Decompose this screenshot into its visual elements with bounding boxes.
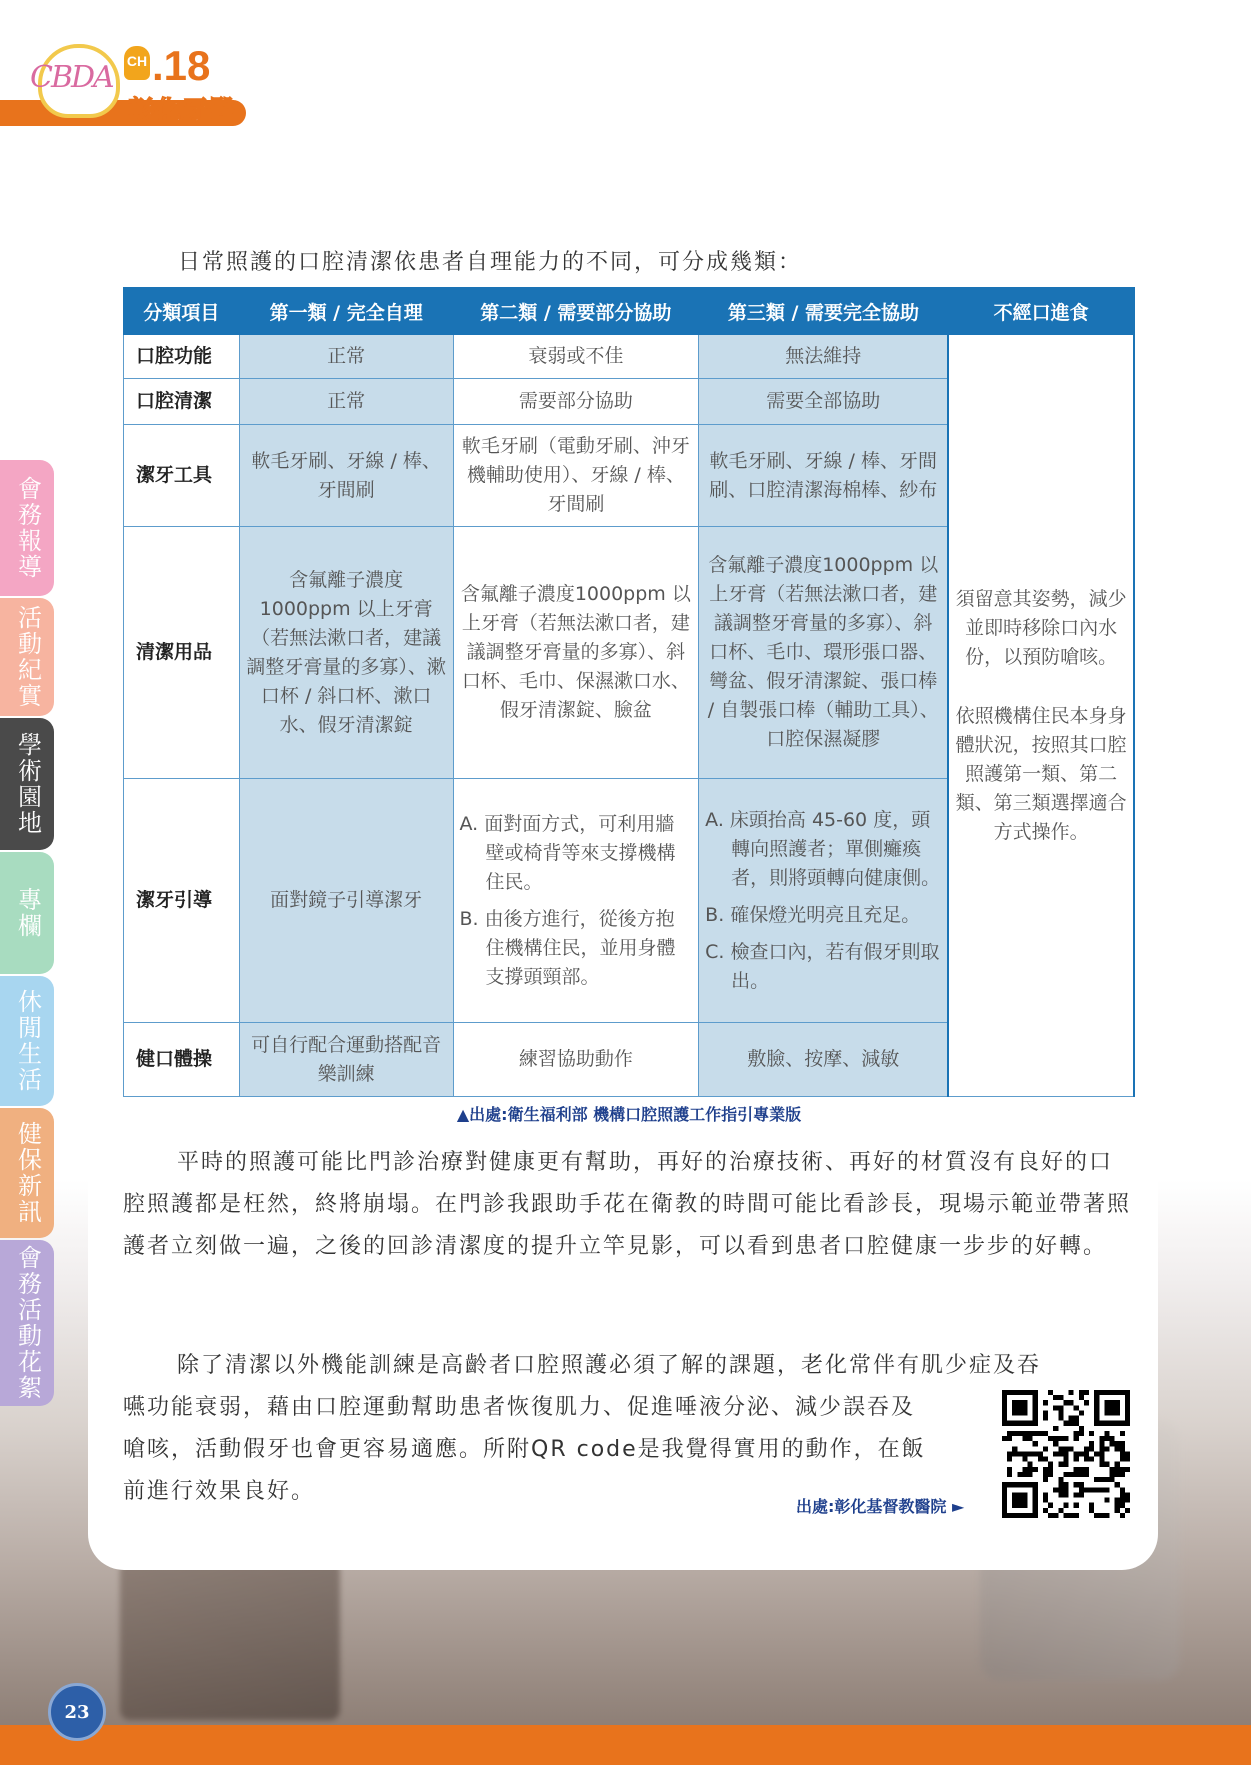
table-cell: 軟毛牙刷、牙線 / 棒、牙間刷、口腔清潔海棉棒、紗布 (699, 425, 949, 527)
section-tabs (0, 460, 54, 1408)
table-cell (699, 779, 949, 1023)
row-label: 健口體操 (124, 1023, 240, 1097)
paragraph-2-line: 嚥功能衰弱，藉由口腔運動幫助患者恢復肌力、促進唾液分泌、減少誤吞及 (123, 1395, 916, 1420)
paragraph-1-text: 平時的照護可能比門診治療對健康更有幫助，再好的治療技術、再好的材質沒有良好的口腔照護都是枉然，終將崩塌。在門診我跟助手花在衛教的時間可能比看診長，現場示範並帶著照護者立刻做一遍，之後的回診清潔度的提升立竿見影，可以看到患者口腔健康一步步的好轉。 (123, 1150, 1132, 1259)
row-label: 口腔清潔 (124, 379, 240, 425)
row-label: 潔牙工具 (124, 425, 240, 527)
section-tab[interactable] (0, 1108, 54, 1238)
table-cell: 可自行配合運動搭配音樂訓練 (239, 1023, 453, 1097)
guide-item: A. 床頭抬高 45-60 度，頭轉向照護者；單側癱瘓者，則將頭轉向健康側。 (705, 808, 941, 889)
magazine-logo (0, 38, 250, 128)
guide-item: A. 面對面方式，可利用牆壁或椅背等來支撐機構住民。 (459, 812, 676, 893)
table-cell: 含氟離子濃度1000ppm 以上牙膏（若無法漱口者，建議調整牙膏量的多寡）、漱口杯 / 斜口杯、漱口水、假牙清潔錠 (239, 527, 453, 779)
section-tab[interactable] (0, 976, 54, 1106)
footer-bar (0, 1725, 1251, 1765)
section-tab[interactable] (0, 598, 54, 716)
oral-care-table (123, 287, 1135, 1097)
issue-prefix: CH (124, 46, 150, 80)
row-label: 潔牙引導 (124, 779, 240, 1023)
non-oral-text-2: 依照機構住民本身身體狀況，按照其口腔照護第一類、第二類、第三類選擇適合方式操作。 (955, 704, 1127, 843)
section-tab[interactable] (0, 1240, 54, 1406)
section-tab-label: 專欄 (13, 887, 42, 939)
section-tab[interactable] (0, 852, 54, 974)
paragraph-2-line: 前進行效果良好。 (123, 1479, 316, 1504)
section-tab-label: 休閒生活 (13, 989, 42, 1093)
guide-item: B. 由後方進行，從後方抱住機構住民，並用身體支撐頭頸部。 (459, 907, 676, 988)
table-cell: 練習協助動作 (453, 1023, 699, 1097)
table-cell: 面對鏡子引導潔牙 (239, 779, 453, 1023)
table-cell: 需要全部協助 (699, 379, 949, 425)
table-cell: 含氟離子濃度1000ppm 以上牙膏（若無法漱口者，建議調整牙膏量的多寡）、斜口杯、毛巾、環形張口器、彎盆、假牙清潔錠、張口棒 / 自製張口棒（輔助工具）、口腔保濕凝膠 (699, 527, 949, 779)
table-cell: 正常 (239, 335, 453, 379)
header-type1: 第一類 / 完全自理 (239, 288, 453, 335)
table-caption: ▲出處:衛生福利部 機構口腔照護工作指引專業版 (456, 1105, 802, 1124)
page-number: 23 (48, 1683, 106, 1741)
non-oral-text-1: 須留意其姿勢，減少並即時移除口內水份，以預防嗆咳。 (955, 587, 1127, 668)
paragraph-2-line: 嗆咳，活動假牙也會更容易適應。所附QR code是我覺得實用的動作，在飯 (123, 1437, 926, 1462)
qr-code-icon[interactable] (1002, 1390, 1130, 1518)
table-cell: 衰弱或不佳 (453, 335, 699, 379)
guide-item: C. 檢查口內，若有假牙則取出。 (705, 940, 940, 992)
background-book (120, 1560, 340, 1720)
header-type2: 第二類 / 需要部分協助 (453, 288, 699, 335)
section-tab-label: 活動紀實 (13, 605, 42, 709)
logo-text: CBDA (30, 60, 113, 95)
table-cell: 敷臉、按摩、減敏 (699, 1023, 949, 1097)
table-cell: 正常 (239, 379, 453, 425)
header-non-oral: 不經口進食 (948, 288, 1134, 335)
non-oral-cell (948, 335, 1134, 1097)
magazine-name: 彰化牙醫 (128, 96, 237, 126)
intro-text: 日常照護的口腔清潔依患者自理能力的不同，可分成幾類： (178, 250, 803, 275)
paragraph-2 (123, 1345, 1135, 1513)
section-tab-label: 健保新訊 (13, 1121, 42, 1225)
table-cell (453, 779, 699, 1023)
issue-number (124, 42, 210, 90)
paragraph-1 (123, 1142, 1135, 1268)
table-cell: 軟毛牙刷、牙線 / 棒、牙間刷 (239, 425, 453, 527)
table-header-row (124, 288, 1135, 335)
table-row (124, 335, 1135, 379)
guide-item: B. 確保燈光明亮且充足。 (705, 903, 921, 926)
row-label: 清潔用品 (124, 527, 240, 779)
issue-value: .18 (152, 42, 211, 89)
header-category: 分類項目 (124, 288, 240, 335)
section-tab-label: 會務活動花絮 (13, 1245, 42, 1401)
section-tab[interactable] (0, 460, 54, 596)
section-tab-label: 學術園地 (13, 732, 42, 836)
paragraph-2-line: 除了清潔以外機能訓練是高齡者口腔照護必須了解的課題，老化常伴有肌少症及吞 (177, 1353, 1042, 1378)
table-cell: 軟毛牙刷（電動牙刷、沖牙機輔助使用）、牙線 / 棒、牙間刷 (453, 425, 699, 527)
table-cell: 需要部分協助 (453, 379, 699, 425)
qr-source: 出處:彰化基督教醫院 ► (796, 1497, 965, 1516)
header-type3: 第三類 / 需要完全協助 (699, 288, 949, 335)
section-tab-label: 會務報導 (13, 476, 42, 580)
row-label: 口腔功能 (124, 335, 240, 379)
table-cell: 含氟離子濃度1000ppm 以上牙膏（若無法漱口者，建議調整牙膏量的多寡）、斜口杯、毛巾、保濕漱口水、假牙清潔錠、臉盆 (453, 527, 699, 779)
section-tab[interactable] (0, 718, 54, 850)
table-cell: 無法維持 (699, 335, 949, 379)
